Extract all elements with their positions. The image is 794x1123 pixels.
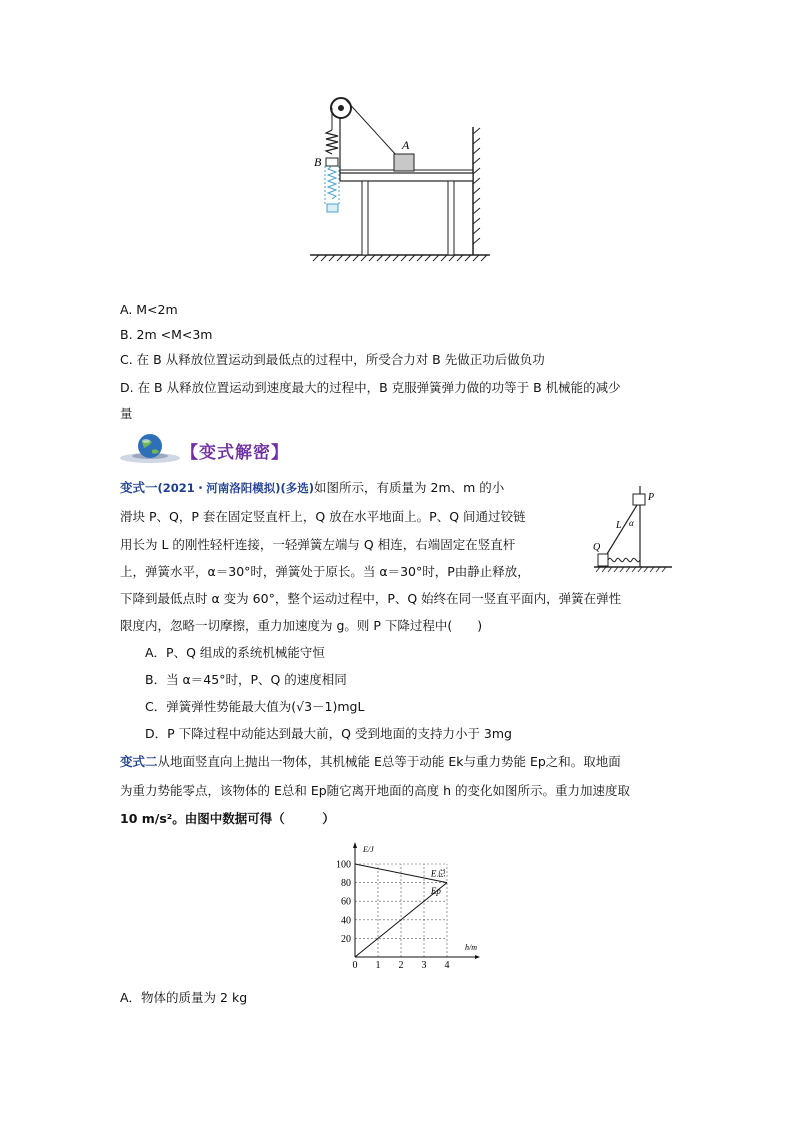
x-tick-label: 0 [352,960,358,970]
series-label-ep: Ep [430,885,441,896]
slider-rod-figure [590,482,674,576]
x-tick-label: 1 [375,960,381,970]
x-axis-arrow [475,955,480,959]
label-B: B [314,155,322,169]
y-tick-label: 40 [341,915,351,927]
q1-line-6: 限度内，忽略一切摩擦，重力加速度为 g。则 P 下降过程中( ) [120,618,483,633]
label-L: L [616,520,622,531]
label-A: A [402,138,410,152]
q2-line-1: 从地面竖直向上抛出一物体，其机械能 E总等于动能 Ek与重力势能 Ep之和。取地面 [157,754,621,769]
option-d-top: D. 在 B 从释放位置运动到速度最大的过程中，B 克服弹簧弹力做的功等于 B 机械能的减少 [120,380,621,395]
option-a-top: A. M<2m [120,302,178,317]
option-d-top-cont: 量 [120,406,133,421]
y-axis-arrow [353,842,357,848]
option-b-top: B. 2m <M<3m [120,327,213,342]
label-P: P [648,492,655,503]
q2-line-2: 为重力势能零点，该物体的 E总和 Ep随它离开地面的高度 h 的变化如图所示。重力加速度取 [120,783,631,798]
chart-axes [353,842,480,959]
pulley-table-figure [305,92,500,264]
q2-line-3: 10 m/s²。由图中数据可得（ ） [120,811,335,826]
q1-source: (2021・河南洛阳模拟)(多选) [157,481,315,495]
series-label-e-total: E总 [430,868,446,879]
x-tick-label: 2 [398,960,404,970]
section-title: 【变式解密】 [181,443,289,463]
option-c-top: C. 在 B 从释放位置运动到最低点的过程中，所受合力对 B 先做正功后做负功 [120,352,545,367]
x-tick-label: 3 [421,960,427,970]
q1-prefix: 变式一 [120,480,158,495]
y-tick-label: 80 [341,878,351,890]
q2-prefix: 变式二 [120,754,158,769]
q1-option-c: C．弹簧弹性势能最大值为(√3－1)mgL [145,699,365,714]
q1-line-4: 上，弹簧水平，α＝30°时，弹簧处于原长。当 α＝30°时，P由静止释放， [120,564,530,579]
y-tick-label: 60 [341,896,351,908]
label-alpha: α [629,518,634,528]
q1-line-3: 用长为 L 的刚性轻杆连接，一轻弹簧左端与 Q 相连，右端固定在竖直杆 [120,537,516,552]
q1-option-a: A．P、Q 组成的系统机械能守恒 [145,645,325,660]
energy-height-chart [325,838,490,970]
label-Q: Q [593,542,601,553]
q1-line-5: 下降到最低点时 α 变为 60°，整个运动过程中，P、Q 始终在同一竖直平面内，弹簧在弹性 [120,591,622,606]
q2-option-a: A．物体的质量为 2 kg [120,990,248,1005]
x-tick-label: 4 [444,960,450,970]
q1-line-1: 如图所示，有质量为 2m、m 的小 [314,480,505,495]
y-tick-label: 20 [341,933,351,945]
y-tick-label: 100 [336,859,351,871]
q1-option-d: D．P 下降过程中动能达到最大前，Q 受到地面的支持力小于 3mg [145,726,512,741]
q1-line-2: 滑块 P、Q，P 套在固定竖直杆上，Q 放在水平地面上。P、Q 间通过铰链 [120,509,526,524]
globe-icon [118,430,184,466]
x-axis-label: h/m [465,943,477,952]
q1-option-b: B．当 α＝45°时，P、Q 的速度相同 [145,672,347,687]
y-axis-label: E/J [363,845,374,854]
